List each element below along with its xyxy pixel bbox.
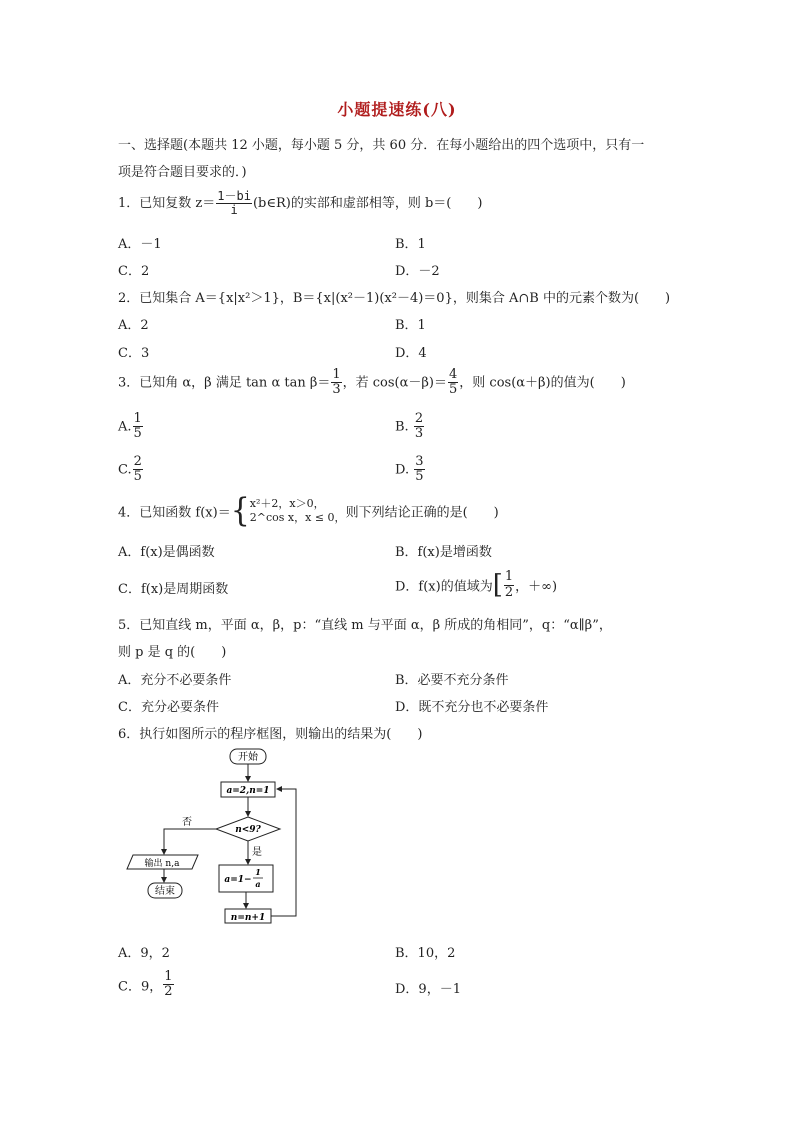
q3-d-den: 5 — [415, 469, 424, 485]
q3-b-den: 3 — [414, 426, 424, 442]
q3-d-fraction — [414, 455, 424, 485]
q1-frac-den: i — [230, 203, 238, 218]
q2-option-a[interactable]: A．2 — [118, 318, 149, 333]
question-2: 2．已知集合 A＝{x|x²＞1}，B＝{x|(x²－1)(x²－4)＝0}，则集合 A∩B 中的元素个数为( ) — [118, 291, 671, 306]
q1-option-a[interactable]: A．－1 — [118, 237, 162, 252]
q4-d-bracket: [ — [492, 570, 503, 600]
q4-option-c[interactable]: C．f(x)是周期函数 — [118, 582, 229, 597]
q6-option-c[interactable] — [118, 970, 175, 1000]
q5-option-c[interactable]: C．充分必要条件 — [118, 700, 219, 715]
q6-c-fraction — [163, 970, 173, 1000]
q1-prefix: 1．已知复数 z＝ — [118, 196, 216, 212]
flowchart — [115, 745, 315, 930]
q1-option-d[interactable]: D．－2 — [395, 264, 440, 279]
q1-suffix: (b∈R)的实部和虚部相等，则 b＝( ) — [252, 196, 483, 212]
q3-option-a[interactable] — [118, 412, 144, 442]
q3-part1: 3．已知角 α，β 满足 tan α tan β＝ — [118, 375, 331, 391]
question-1 — [118, 190, 482, 217]
q3-a-den: 5 — [133, 426, 142, 442]
section-intro-line1: 一、选择题(本题共 12 小题，每小题 5 分，共 60 分．在每小题给出的四个选项中，只有一 — [118, 138, 645, 153]
q6-option-a[interactable]: A．9，2 — [118, 946, 170, 961]
q6-c-num: 1 — [164, 969, 173, 984]
q4-d-prefix: D．f(x)的值域为 — [395, 579, 493, 595]
q4-d-den: 2 — [504, 584, 514, 600]
question-3 — [118, 368, 626, 398]
q4-option-a[interactable]: A．f(x)是偶函数 — [118, 545, 215, 560]
q3-c-num: 2 — [133, 454, 142, 469]
q4-left-brace: { — [230, 491, 250, 530]
q3-d-num: 3 — [415, 454, 424, 469]
q3-b-fraction — [414, 412, 424, 442]
q3-f2-num: 4 — [449, 367, 458, 382]
q5-option-d[interactable]: D．既不充分也不必要条件 — [395, 700, 549, 715]
flow-end-label: 结束 — [155, 886, 175, 897]
q4-cases — [250, 497, 346, 525]
q3-a-num: 1 — [133, 411, 142, 426]
q3-c-label: C. — [118, 462, 132, 478]
q3-f2-den: 5 — [449, 382, 458, 398]
q6-option-d[interactable]: D．9，－1 — [395, 982, 461, 997]
q3-c-fraction — [133, 455, 143, 485]
flow-init-label: a=2,n=1 — [226, 786, 270, 796]
q3-f1-den: 3 — [332, 382, 341, 398]
flow-assign-den: a — [255, 879, 261, 889]
flow-assign-num: 1 — [255, 867, 261, 877]
q1-frac-num: 1－bi — [217, 189, 251, 203]
q4-prefix: 4．已知函数 f(x)＝ — [118, 505, 231, 521]
flow-yes-label: 是 — [252, 847, 262, 858]
q3-a-fraction — [133, 412, 143, 442]
q4-d-num: 1 — [504, 569, 514, 585]
flow-no-label: 否 — [182, 817, 192, 828]
page-title: 小题提速练(八) — [337, 100, 457, 119]
q3-d-label: D. — [395, 462, 410, 478]
q3-option-d[interactable] — [395, 455, 426, 485]
flow-assign-prefix: a=1− — [224, 875, 252, 885]
question-5-line1: 5．已知直线 m，平面 α，β，p：“直线 m 与平面 α，β 所成的角相同”，q：“α∥β”， — [118, 618, 612, 633]
q3-part2: ，若 cos(α－β)＝ — [342, 375, 447, 391]
question-6: 6．执行如图所示的程序框图，则输出的结果为( ) — [118, 727, 423, 742]
q1-option-c[interactable]: C．2 — [118, 264, 150, 279]
q4-option-b[interactable]: B．f(x)是增函数 — [395, 545, 492, 560]
q4-d-fraction — [504, 570, 514, 600]
q4-case-2: 2^cos x，x ≤ 0， — [249, 511, 346, 524]
flow-start-label: 开始 — [238, 752, 258, 763]
q4-case-1: x²＋2，x＞0， — [249, 497, 325, 511]
q4-d-suffix: ，＋∞) — [515, 579, 558, 595]
q6-c-prefix: C．9， — [118, 979, 163, 995]
q5-option-b[interactable]: B．必要不充分条件 — [395, 673, 509, 688]
question-4 — [118, 491, 499, 530]
q6-option-b[interactable]: B．10，2 — [395, 946, 456, 961]
q1-fraction — [216, 190, 252, 217]
q2-option-b[interactable]: B．1 — [395, 318, 426, 333]
question-5-line2: 则 p 是 q 的( ) — [118, 645, 227, 660]
flow-output-label: 输出 n,a — [144, 859, 180, 869]
q3-part3: ，则 cos(α＋β)的值为( ) — [459, 375, 626, 391]
q3-b-label: B. — [395, 419, 409, 435]
q3-c-den: 5 — [133, 469, 142, 485]
q4-option-d[interactable] — [395, 570, 557, 600]
q6-c-den: 2 — [164, 984, 173, 1000]
q3-a-label: A. — [118, 419, 132, 435]
q3-fraction-2 — [448, 368, 458, 398]
flow-incr-label: n=n+1 — [230, 913, 266, 923]
section-intro-line2: 项是符合题目要求的．) — [118, 165, 247, 180]
q5-option-a[interactable]: A．充分不必要条件 — [118, 673, 232, 688]
q3-option-c[interactable] — [118, 455, 144, 485]
q3-b-num: 2 — [414, 411, 424, 426]
q3-option-b[interactable] — [395, 412, 425, 442]
q2-option-d[interactable]: D．4 — [395, 346, 427, 361]
q3-f1-num: 1 — [332, 367, 341, 382]
q3-fraction-1 — [331, 368, 341, 398]
q2-option-c[interactable]: C．3 — [118, 346, 150, 361]
q4-suffix: 则下列结论正确的是( ) — [345, 505, 499, 521]
q1-option-b[interactable]: B．1 — [395, 237, 426, 252]
flow-decision-label: n<9? — [235, 825, 261, 835]
